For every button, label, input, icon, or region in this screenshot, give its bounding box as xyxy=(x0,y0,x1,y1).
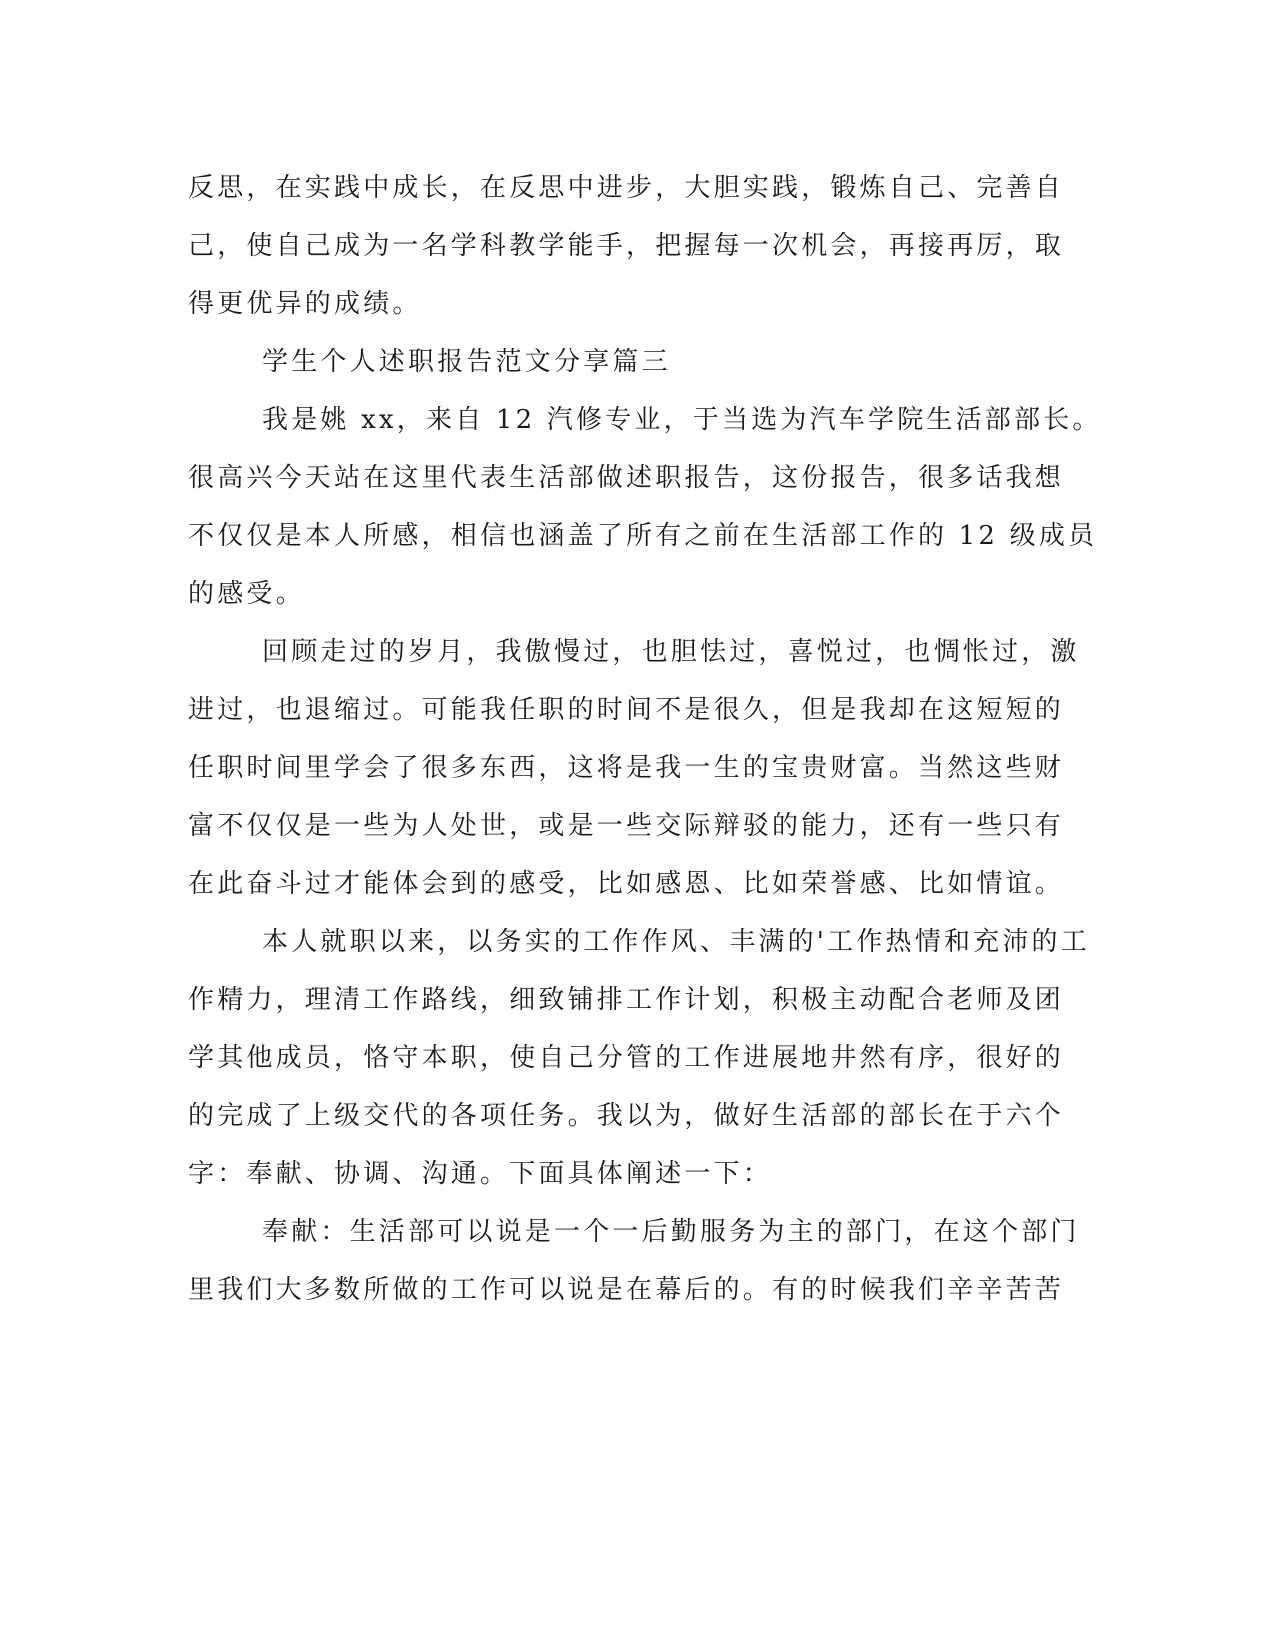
text-line: 任职时间里学会了很多东西，这将是我一生的宝贵财富。当然这些财 xyxy=(188,753,1065,783)
text-line: 本人就职以来，以务实的工作作风、丰满的'工作热情和充沛的工 xyxy=(262,927,1090,957)
text-line: 进过，也退缩过。可能我任职的时间不是很久，但是我却在这短短的 xyxy=(188,695,1065,725)
text-line: 学其他成员，恪守本职，使自己分管的工作进展地井然有序，很好的 xyxy=(188,1043,1065,1073)
text-line: 我是姚 xx，来自 12 汽修专业，于当选为汽车学院生活部部长。 xyxy=(262,405,1102,435)
text-line: 反思，在实践中成长，在反思中进步，大胆实践，锻炼自己、完善自 xyxy=(188,173,1065,203)
text-line: 里我们大多数所做的工作可以说是在幕后的。有的时候我们辛辛苦苦 xyxy=(188,1275,1065,1305)
text-line: 奉献：生活部可以说是一个一后勤服务为主的部门，在这个部门 xyxy=(262,1217,1080,1247)
text-line: 的感受。 xyxy=(188,579,305,609)
text-line: 回顾走过的岁月，我傲慢过，也胆怯过，喜悦过，也惆怅过，激 xyxy=(262,637,1080,667)
text-line: 己，使自己成为一名学科教学能手，把握每一次机会，再接再厉，取 xyxy=(188,231,1065,261)
text-line: 得更优异的成绩。 xyxy=(188,289,422,319)
text-line: 很高兴今天站在这里代表生活部做述职报告，这份报告，很多话我想 xyxy=(188,463,1065,493)
text-line: 不仅仅是本人所感，相信也涵盖了所有之前在生活部工作的 12 级成员 xyxy=(188,521,1098,551)
text-line: 在此奋斗过才能体会到的感受，比如感恩、比如荣誉感、比如情谊。 xyxy=(188,869,1065,899)
text-line: 作精力，理清工作路线，细致铺排工作计划，积极主动配合老师及团 xyxy=(188,985,1065,1015)
text-line: 的完成了上级交代的各项任务。我以为，做好生活部的部长在于六个 xyxy=(188,1101,1065,1131)
section-heading: 学生个人述职报告范文分享篇三 xyxy=(262,347,671,377)
text-line: 字：奉献、协调、沟通。下面具体阐述一下： xyxy=(188,1159,773,1189)
text-line: 富不仅仅是一些为人处世，或是一些交际辩驳的能力，还有一些只有 xyxy=(188,811,1065,841)
